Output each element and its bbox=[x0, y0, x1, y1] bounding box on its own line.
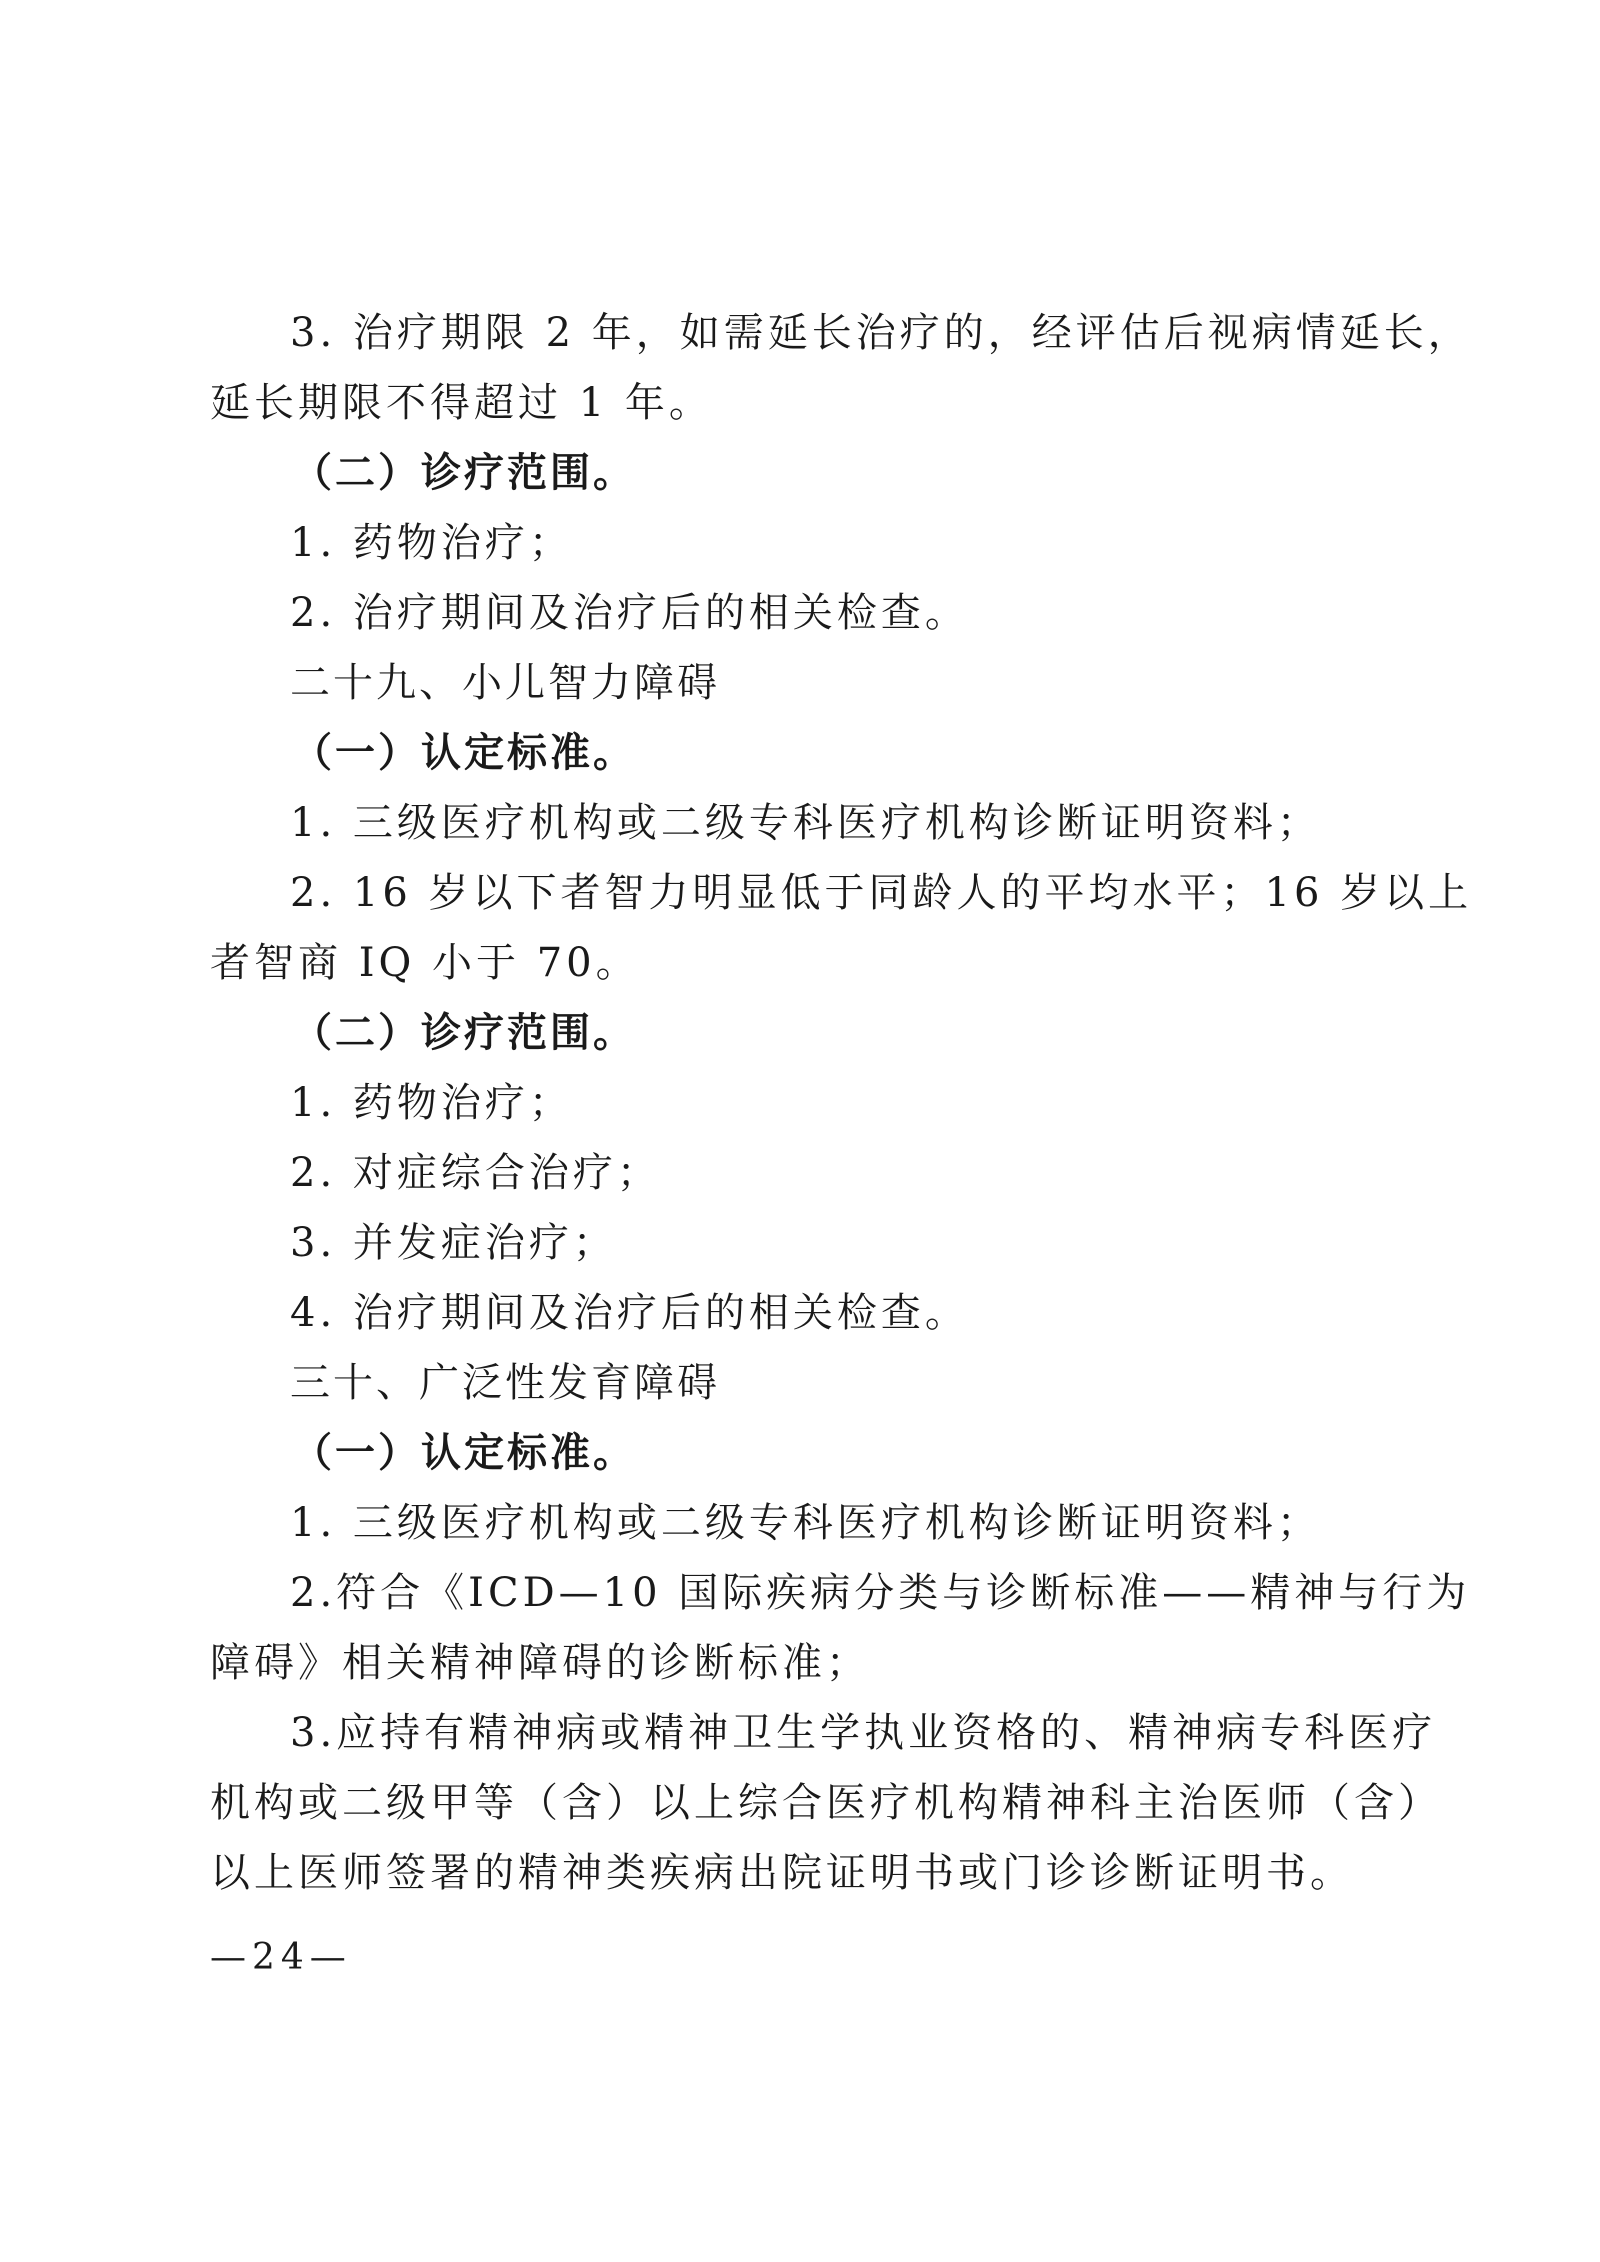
list-item: 2. 对症综合治疗； bbox=[290, 1150, 661, 1196]
list-item: 3. 并发症治疗； bbox=[290, 1220, 617, 1266]
list-item-cont: 机构或二级甲等（含）以上综合医疗机构精神科主治医师（含） bbox=[210, 1780, 1442, 1826]
paragraph-treatment-period-cont: 延长期限不得超过 1 年。 bbox=[210, 380, 713, 426]
list-item: 4. 治疗期间及治疗后的相关检查。 bbox=[290, 1290, 969, 1336]
list-item-cont: 以上医师签署的精神类疾病出院证明书或门诊诊断证明书。 bbox=[210, 1850, 1354, 1896]
subheading-scope: （二）诊疗范围。 bbox=[292, 1010, 636, 1056]
section-heading-29: 二十九、小儿智力障碍 bbox=[290, 660, 720, 706]
list-item: 1. 三级医疗机构或二级专科医疗机构诊断证明资料； bbox=[290, 800, 1321, 846]
page-number: —24— bbox=[210, 1937, 352, 1978]
list-item-cont: 障碍》相关精神障碍的诊断标准； bbox=[210, 1640, 870, 1686]
list-item: 3.应持有精神病或精神卫生学执业资格的、精神病专科医疗 bbox=[290, 1710, 1437, 1756]
list-item: 2. 16 岁以下者智力明显低于同龄人的平均水平；16 岁以上 bbox=[290, 870, 1473, 916]
list-item: 2.符合《ICD—10 国际疾病分类与诊断标准——精神与行为 bbox=[290, 1570, 1471, 1616]
subheading-criteria: （一）认定标准。 bbox=[292, 1430, 636, 1476]
section-heading-30: 三十、广泛性发育障碍 bbox=[290, 1360, 720, 1406]
list-item: 2. 治疗期间及治疗后的相关检查。 bbox=[290, 590, 969, 636]
subheading-criteria: （一）认定标准。 bbox=[292, 730, 636, 776]
list-item-cont: 者智商 IQ 小于 70。 bbox=[210, 940, 640, 986]
list-item: 1. 三级医疗机构或二级专科医疗机构诊断证明资料； bbox=[290, 1500, 1321, 1546]
list-item: 1. 药物治疗； bbox=[290, 1080, 573, 1126]
subheading-scope: （二）诊疗范围。 bbox=[292, 450, 636, 496]
paragraph-treatment-period: 3. 治疗期限 2 年，如需延长治疗的，经评估后视病情延长， bbox=[290, 310, 1472, 356]
list-item: 1. 药物治疗； bbox=[290, 520, 573, 566]
